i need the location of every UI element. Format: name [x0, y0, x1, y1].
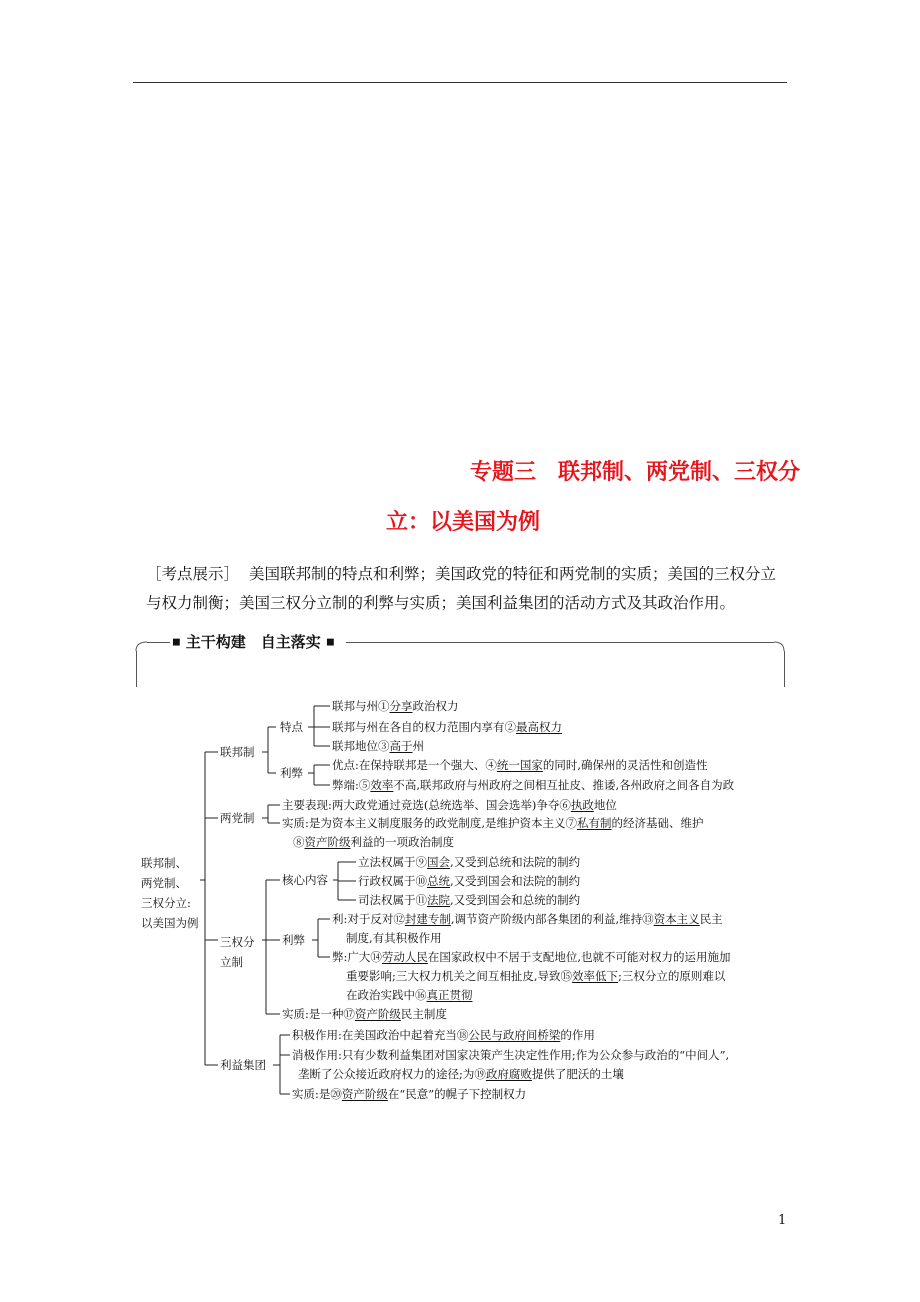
root-line-3: 三权分立: — [141, 896, 191, 910]
branch-interest-groups: 利益集团 — [220, 1058, 266, 1072]
separation-prosandcons-label: 利弊 — [282, 933, 305, 947]
separation-essence: 实质:是一种⑰资产阶级民主制度 — [282, 1007, 447, 1021]
federalism-prosandcons-label: 利弊 — [280, 766, 303, 780]
separation-core-label: 核心内容 — [282, 873, 328, 887]
root-line-4: 以美国为例 — [141, 916, 199, 930]
kaodian-label: ［考点展示］ — [146, 565, 240, 583]
federalism-features-label: 特点 — [280, 720, 303, 734]
separation-con-2: 重要影响;三大权力机关之间互相扯皮,导致⑮效率低下;三权分立的原则难以 — [346, 969, 726, 983]
federalism-advantage: 优点:在保持联邦是一个强大、④统一国家的同时,确保州的灵活性和创造性 — [332, 758, 708, 772]
interest-essence: 实质:是⑳资产阶级在“民意”的幌子下控制权力 — [292, 1087, 527, 1101]
interest-positive: 积极作用:在美国政治中起着充当⑱公民与政府间桥梁的作用 — [292, 1028, 595, 1042]
separation-core-3: 司法权属于⑪法院,又受到国会和总统的制约 — [358, 893, 581, 907]
branch-separation-of-powers: 三权分 立制 — [220, 935, 255, 969]
section-marker-right: ■ — [326, 637, 335, 648]
mindmap-root — [141, 853, 199, 933]
interest-negative-1: 消极作用:只有少数利益集团对国家决策产生决定性作用;作为公众参与政治的“中间人”, — [292, 1048, 730, 1062]
separation-con-3: 在政治实践中⑯真正贯彻 — [346, 988, 473, 1002]
page-number: 1 — [778, 1213, 787, 1228]
two-party-essence-2: ⑧资产阶级利益的一项政治制度 — [293, 835, 454, 849]
federalism-feature-1: 联邦与州①分享政治权力 — [332, 699, 459, 713]
branch-federalism: 联邦制 — [220, 745, 255, 759]
kaodian-text-1: 美国联邦制的特点和利弊；美国政党的特征和两党制的实质；美国的三权分立 — [249, 565, 777, 583]
title-line-1: 专题三 联邦制、两党制、三权分 — [470, 460, 801, 485]
separation-core-2: 行政权属于⑩总统,又受到国会和法院的制约 — [358, 874, 581, 888]
root-line-1: 联邦制、 — [141, 856, 187, 870]
two-party-essence-1: 实质:是为资本主义制度服务的政党制度,是维护资本主义⑦私有制的经济基础、维护 — [282, 816, 704, 830]
section-marker-left: ■ — [172, 637, 181, 648]
two-party-main: 主要表现:两大政党通过竞选(总统选举、国会选举)争夺⑥执政地位 — [282, 798, 617, 812]
interest-negative-2: 垄断了公众接近政府权力的途径;为⑲政府腐败提供了肥沃的土壤 — [298, 1067, 624, 1081]
federalism-feature-2: 联邦与州在各自的权力范围内享有②最高权力 — [332, 720, 562, 734]
title-line-2: 立：以美国为例 — [386, 510, 541, 535]
branch-two-party: 两党制 — [220, 811, 255, 825]
federalism-disadvantage: 弊端:⑤效率不高,联邦政府与州政府之间相互扯皮、推诿,各州政府之间各自为政 — [332, 778, 735, 792]
separation-pro-2: 制度,有其积极作用 — [346, 931, 442, 945]
federalism-feature-3: 联邦地位③高于州 — [332, 739, 424, 753]
kaodian-line-2: 与权力制衡；美国三权分立制的利弊与实质；美国利益集团的活动方式及其政治作用。 — [146, 594, 736, 612]
separation-con-1: 弊:广大⑭劳动人民在国家政权中不居于支配地位,也就不可能对权力的运用施加 — [332, 950, 731, 964]
section-title: 主干构建 自主落实 — [185, 633, 321, 651]
separation-pro-1: 利:对于反对⑫封建专制,调节资产阶级内部各集团的利益,维持⑬资本主义民主 — [332, 912, 723, 926]
root-line-2: 两党制、 — [141, 876, 187, 890]
separation-core-1: 立法权属于⑨国会,又受到总统和法院的制约 — [358, 855, 581, 869]
